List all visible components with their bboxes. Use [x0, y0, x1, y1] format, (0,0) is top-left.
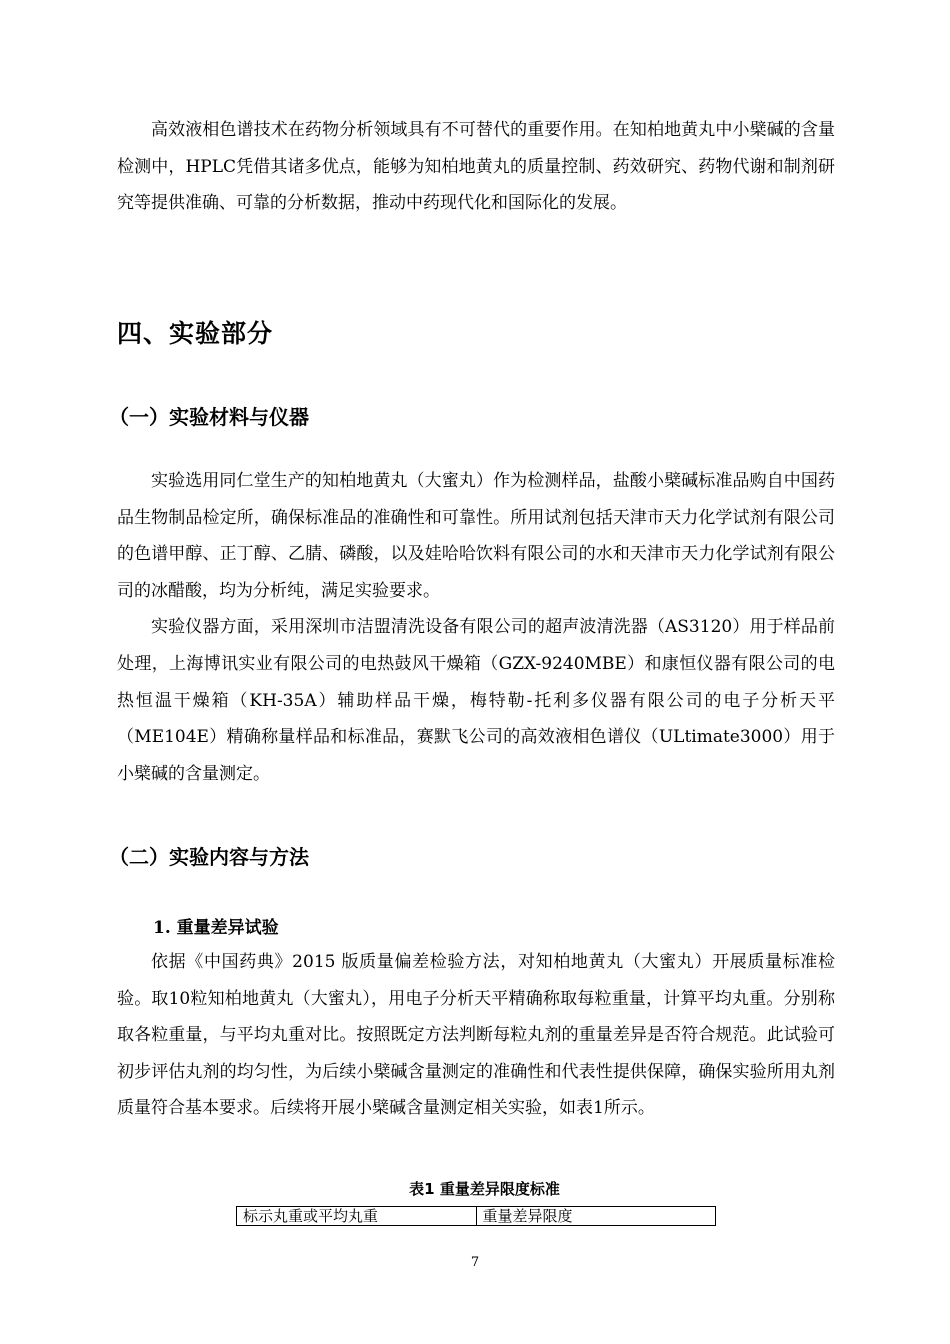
- heading-materials-instruments: （一）实验材料与仪器: [109, 405, 309, 429]
- heading-experiment-part: 四、实验部分: [117, 319, 274, 348]
- table-header-cell: 重量差异限度: [476, 1207, 716, 1226]
- table-header-row: [237, 1207, 716, 1226]
- table-caption: 表1 重量差异限度标准: [409, 1180, 560, 1198]
- paragraph-instruments: 实验仪器方面，采用深圳市洁盟清洗设备有限公司的超声波清洗器（AS3120）用于样品前处理，上海博讯实业有限公司的电热鼓风干燥箱（GZX-9240MBE）和康恒仪器有限公司的电热恒温干燥箱（KH-35A）辅助样品干燥，梅特勒-托利多仪器有限公司的电子分析天平（ME104E）精确称量样品和标准品，赛默飞公司的高效液相色谱仪（ULtimate3000）用于小檗碱的含量测定。: [117, 617, 835, 784]
- paragraph-materials: 实验选用同仁堂生产的知柏地黄丸（大蜜丸）作为检测样品，盐酸小檗碱标准品购自中国药品生物制品检定所，确保标准品的准确性和可靠性。所用试剂包括天津市天力化学试剂有限公司的色谱甲醇、正丁醇、乙腈、磷酸，以及娃哈哈饮料有限公司的水和天津市天力化学试剂有限公司的冰醋酸，均为分析纯，满足实验要求。: [117, 471, 835, 601]
- weight-limit-table: [236, 1206, 716, 1226]
- paragraph-weight-test: 依据《中国药典》2015 版质量偏差检验方法，对知柏地黄丸（大蜜丸）开展质量标准检验。取10粒知柏地黄丸（大蜜丸），用电子分析天平精确称取每粒重量，计算平均丸重。分别称取各粒重量，与平均丸重对比。按照既定方法判断每粒丸剂的重量差异是否符合规范。此试验可初步评估丸剂的均匀性，为后续小檗碱含量测定的准确性和代表性提供保障，确保实验所用丸剂质量符合基本要求。后续将开展小檗碱含量测定相关实验，如表1所示。: [117, 952, 835, 1119]
- page-number: 7: [470, 1255, 480, 1270]
- table-header-cell: 标示丸重或平均丸重: [237, 1207, 477, 1226]
- heading-content-methods: （二）实验内容与方法: [109, 845, 309, 869]
- heading-weight-test: 1. 重量差异试验: [153, 918, 279, 938]
- section-paragraph-hplc: 高效液相色谱技术在药物分析领域具有不可替代的重要作用。在知柏地黄丸中小檗碱的含量检测中，HPLC凭借其诸多优点，能够为知柏地黄丸的质量控制、药效研究、药物代谢和制剂研究等提供准确、可靠的分析数据，推动中药现代化和国际化的发展。: [117, 120, 835, 214]
